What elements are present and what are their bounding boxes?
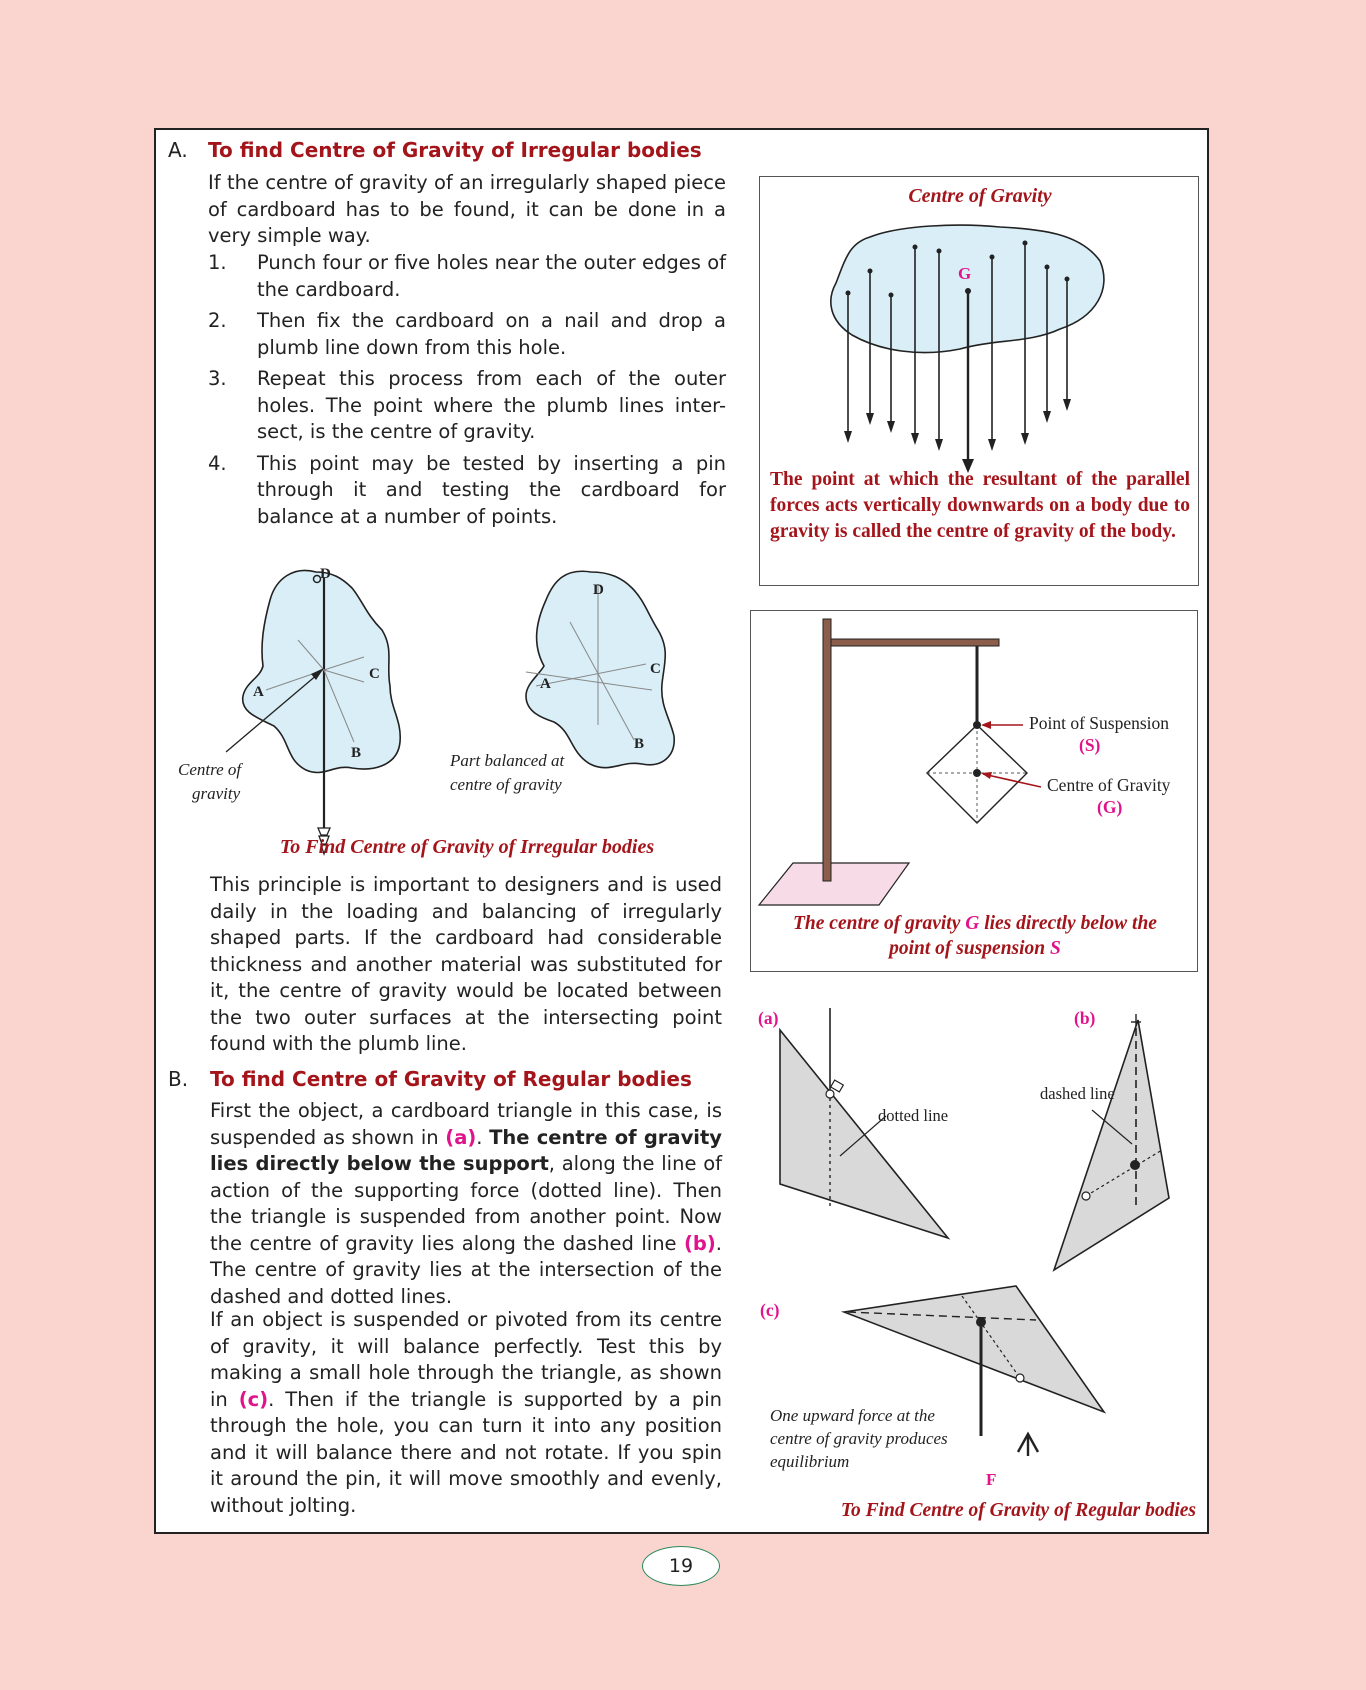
ref-c: (c)	[238, 1387, 269, 1411]
cog-shape-figure	[760, 217, 1200, 467]
triangle-a	[780, 1030, 948, 1238]
page-number: 19	[642, 1546, 720, 1586]
upward-arrow-icon	[1012, 1430, 1052, 1460]
label-a: A	[540, 676, 551, 692]
triangles-figure	[752, 990, 1202, 1410]
dotted-line-label: dotted line	[878, 1106, 949, 1125]
label-a: A	[253, 684, 264, 700]
section-b-title: To find Centre of Gravity of Regular bodies	[210, 1067, 692, 1091]
arrow-heads	[844, 399, 1071, 473]
cog-label-2: gravity	[192, 784, 241, 803]
label-c-fig: (c)	[760, 1300, 780, 1320]
label-d: D	[593, 582, 604, 598]
g-label: G	[958, 264, 972, 283]
upward-force-text: One upward force at the centre of gravity produces equilibrium	[770, 1406, 948, 1471]
balanced-label-2: centre of gravity	[450, 775, 562, 794]
suspension-caption: The centre of gravity G lies directly below the point of suspension S	[793, 913, 1157, 959]
step-item	[208, 366, 726, 446]
stand-arm	[831, 639, 999, 646]
section-a-letter: A.	[168, 138, 188, 162]
section-a-title: To find Centre of Gravity of Irregular bodies	[208, 138, 702, 162]
point-of-suspension-label: Point of Suspension	[1029, 713, 1170, 733]
step-item	[208, 250, 726, 303]
stand-base	[759, 863, 909, 905]
ref-a: (a)	[445, 1125, 477, 1149]
label-a-fig: (a)	[758, 1008, 779, 1028]
ref-b: (b)	[684, 1231, 716, 1255]
step-text: Punch four or five holes near the outer edges of the cardboard.	[257, 251, 726, 301]
step-number: 3.	[208, 367, 227, 390]
step-item	[208, 308, 726, 361]
suspension-box	[750, 610, 1198, 972]
section-b-letter: B.	[168, 1067, 189, 1091]
label-b: B	[634, 736, 645, 752]
stand-pole	[823, 619, 831, 881]
section-b-para-1: First the object, a cardboard triangle in this case, is suspended as shown in (a). The centre of gravity lies directly below the support, along the line of action of the supporting force (dotted line). Then the triangle is suspended from another point. Now the centre of gravity lies along the dashed line (b). The centre of gravity lies at the intersection of the dashed and dotted lines.	[210, 1099, 722, 1308]
label-d: D	[320, 566, 331, 582]
page-panel	[154, 128, 1209, 1534]
dashed-line-label: dashed line	[1040, 1084, 1115, 1103]
triangle-b	[1054, 1020, 1169, 1270]
section-b-para-2: If an object is suspended or pivoted from its centre of gravity, it will balance perfectly. Test this by making a small hole through the triangle, as shown in (c). Then if the triangle is supported by a pin through the hole, you can turn it into any position and it will balance there and not rotate. If you spin it around the pin, it will move smoothly and evenly, without jolting.	[210, 1308, 722, 1517]
cog-definition-box	[759, 176, 1199, 586]
label-c: C	[369, 666, 380, 682]
step-number: 4.	[208, 451, 227, 475]
step-text: Repeat this process from each of the outer holes. The point where the plumb lines inter-sect, is the centre of gravity.	[257, 367, 726, 443]
step-number: 2.	[208, 309, 227, 332]
steps-list	[208, 250, 726, 530]
cog-box-title: Centre of Gravity	[908, 185, 1052, 207]
cog-label-1: Centre of	[178, 760, 242, 779]
step-text: Then fix the cardboard on a nail and drop a plumb line down from this hole.	[257, 309, 726, 359]
label-b-fig: (b)	[1074, 1008, 1096, 1028]
balanced-label-1: Part balanced at	[450, 751, 565, 770]
step-text: This point may be tested by inserting a pin through it and testing the cardboard for balance at a number of points.	[257, 451, 726, 528]
cog-definition-text: The point at which the resultant of the parallel forces acts vertically downwards on a body due to gravity is called the centre of gravity of the body.	[770, 469, 1190, 542]
label-c: C	[650, 661, 661, 677]
step-item	[208, 451, 726, 531]
label-b: B	[351, 745, 362, 761]
suspension-figure	[751, 611, 1199, 891]
centre-of-gravity-label: Centre of Gravity	[1047, 775, 1171, 795]
section-a-intro: If the centre of gravity of an irregularly shaped piece of cardboard has to be found, it can be done in a very simple way.	[208, 171, 726, 247]
triangle-c	[844, 1286, 1104, 1412]
regular-figure-caption: To Find Centre of Gravity of Regular bodies	[840, 1500, 1196, 1521]
step-number: 1.	[208, 251, 227, 274]
g-label: (G)	[1097, 797, 1123, 817]
irregular-figure-caption: To Find Centre of Gravity of Irregular bodies	[279, 836, 655, 858]
section-a-after-text: This principle is important to designers and is used daily in the loading and balancing of irregularly shaped parts. If the cardboard had considerable thickness and another material was substituted for it, the centre of gravity would be located between the two outer surfaces at the intersecting point found with the plumb line.	[210, 873, 722, 1055]
s-label: (S)	[1079, 735, 1101, 755]
f-label: F	[986, 1470, 997, 1489]
